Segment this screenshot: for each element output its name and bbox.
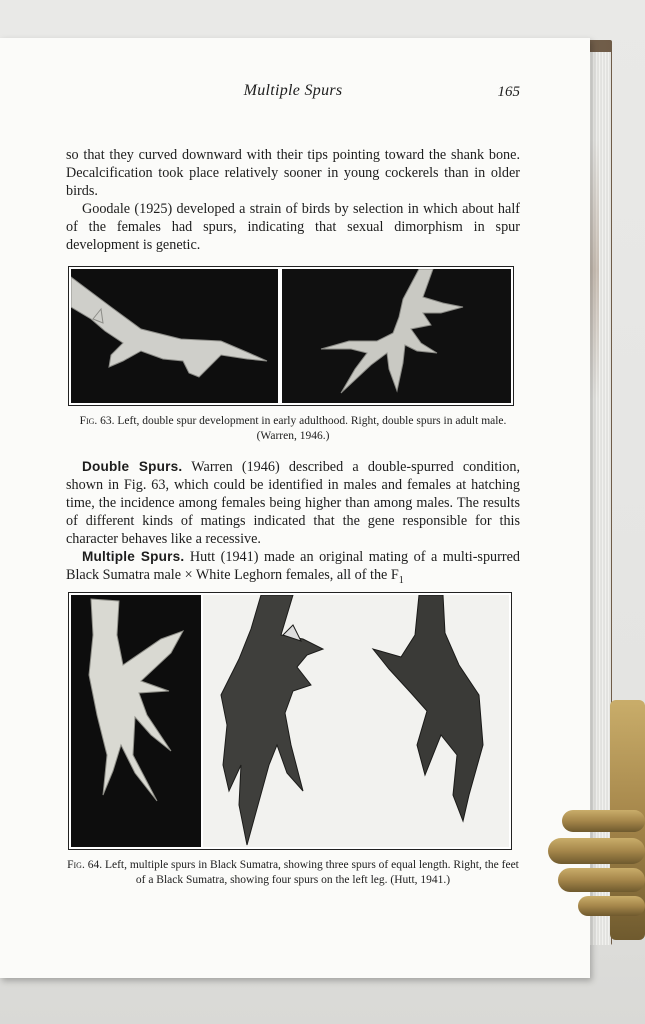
figure-64-caption xyxy=(64,858,522,888)
heading-double-spurs: Double Spurs. xyxy=(82,459,183,474)
paragraph-multiple-spurs-body: Hutt (1941) made an original mating of a multi-spurred Black Sumatra male × White Leghorn females, all of the F xyxy=(66,549,520,583)
running-head-title: Multiple Spurs xyxy=(243,82,343,99)
paragraph-double-spurs-body: Warren (1946) described a double-spurred condition, shown in Fig. 63, which could be identified in males and females at hatching time, the incidence among females being higher than among males. The results of different kinds of matings indicated that the gene responsible for this character behaves like a recessive. xyxy=(66,459,521,547)
figure-64-photos xyxy=(71,595,509,847)
paragraph-multiple-spurs xyxy=(66,548,520,590)
figure-64 xyxy=(68,592,512,850)
page-number: 165 xyxy=(497,84,520,100)
figure-63-caption xyxy=(68,414,518,444)
paragraph-2: Goodale (1925) developed a strain of birds by selection in which about half of the females had spurs, indicating that sexual dimorphism in spur development is genetic. xyxy=(66,201,520,253)
brass-hand-bookend xyxy=(540,700,645,940)
figure-63 xyxy=(68,266,514,406)
paragraph-1: so that they curved downward with their tips pointing toward the shank bone. Decalcification took place relatively sooner in young cockerels than in older birds. xyxy=(66,147,520,199)
figure-63-photos xyxy=(71,269,511,403)
paragraph-double-spurs xyxy=(66,458,520,548)
figure-63-label: Fig. 63. xyxy=(79,415,115,427)
running-head xyxy=(66,82,520,104)
figure-64-caption-text: Left, multiple spurs in Black Sumatra, showing three spurs of equal length. Right, the feet of a Black Sumatra, showing four spurs on the left leg. (Hutt, 1941.) xyxy=(102,859,519,886)
heading-multiple-spurs: Multiple Spurs. xyxy=(82,549,185,564)
subscript-f1: 1 xyxy=(398,574,404,586)
figure-64-label: Fig. 64. xyxy=(67,859,103,871)
figure-63-caption-text: Left, double spur development in early adulthood. Right, double spurs in adult male. (Warren, 1946.) xyxy=(114,415,507,442)
